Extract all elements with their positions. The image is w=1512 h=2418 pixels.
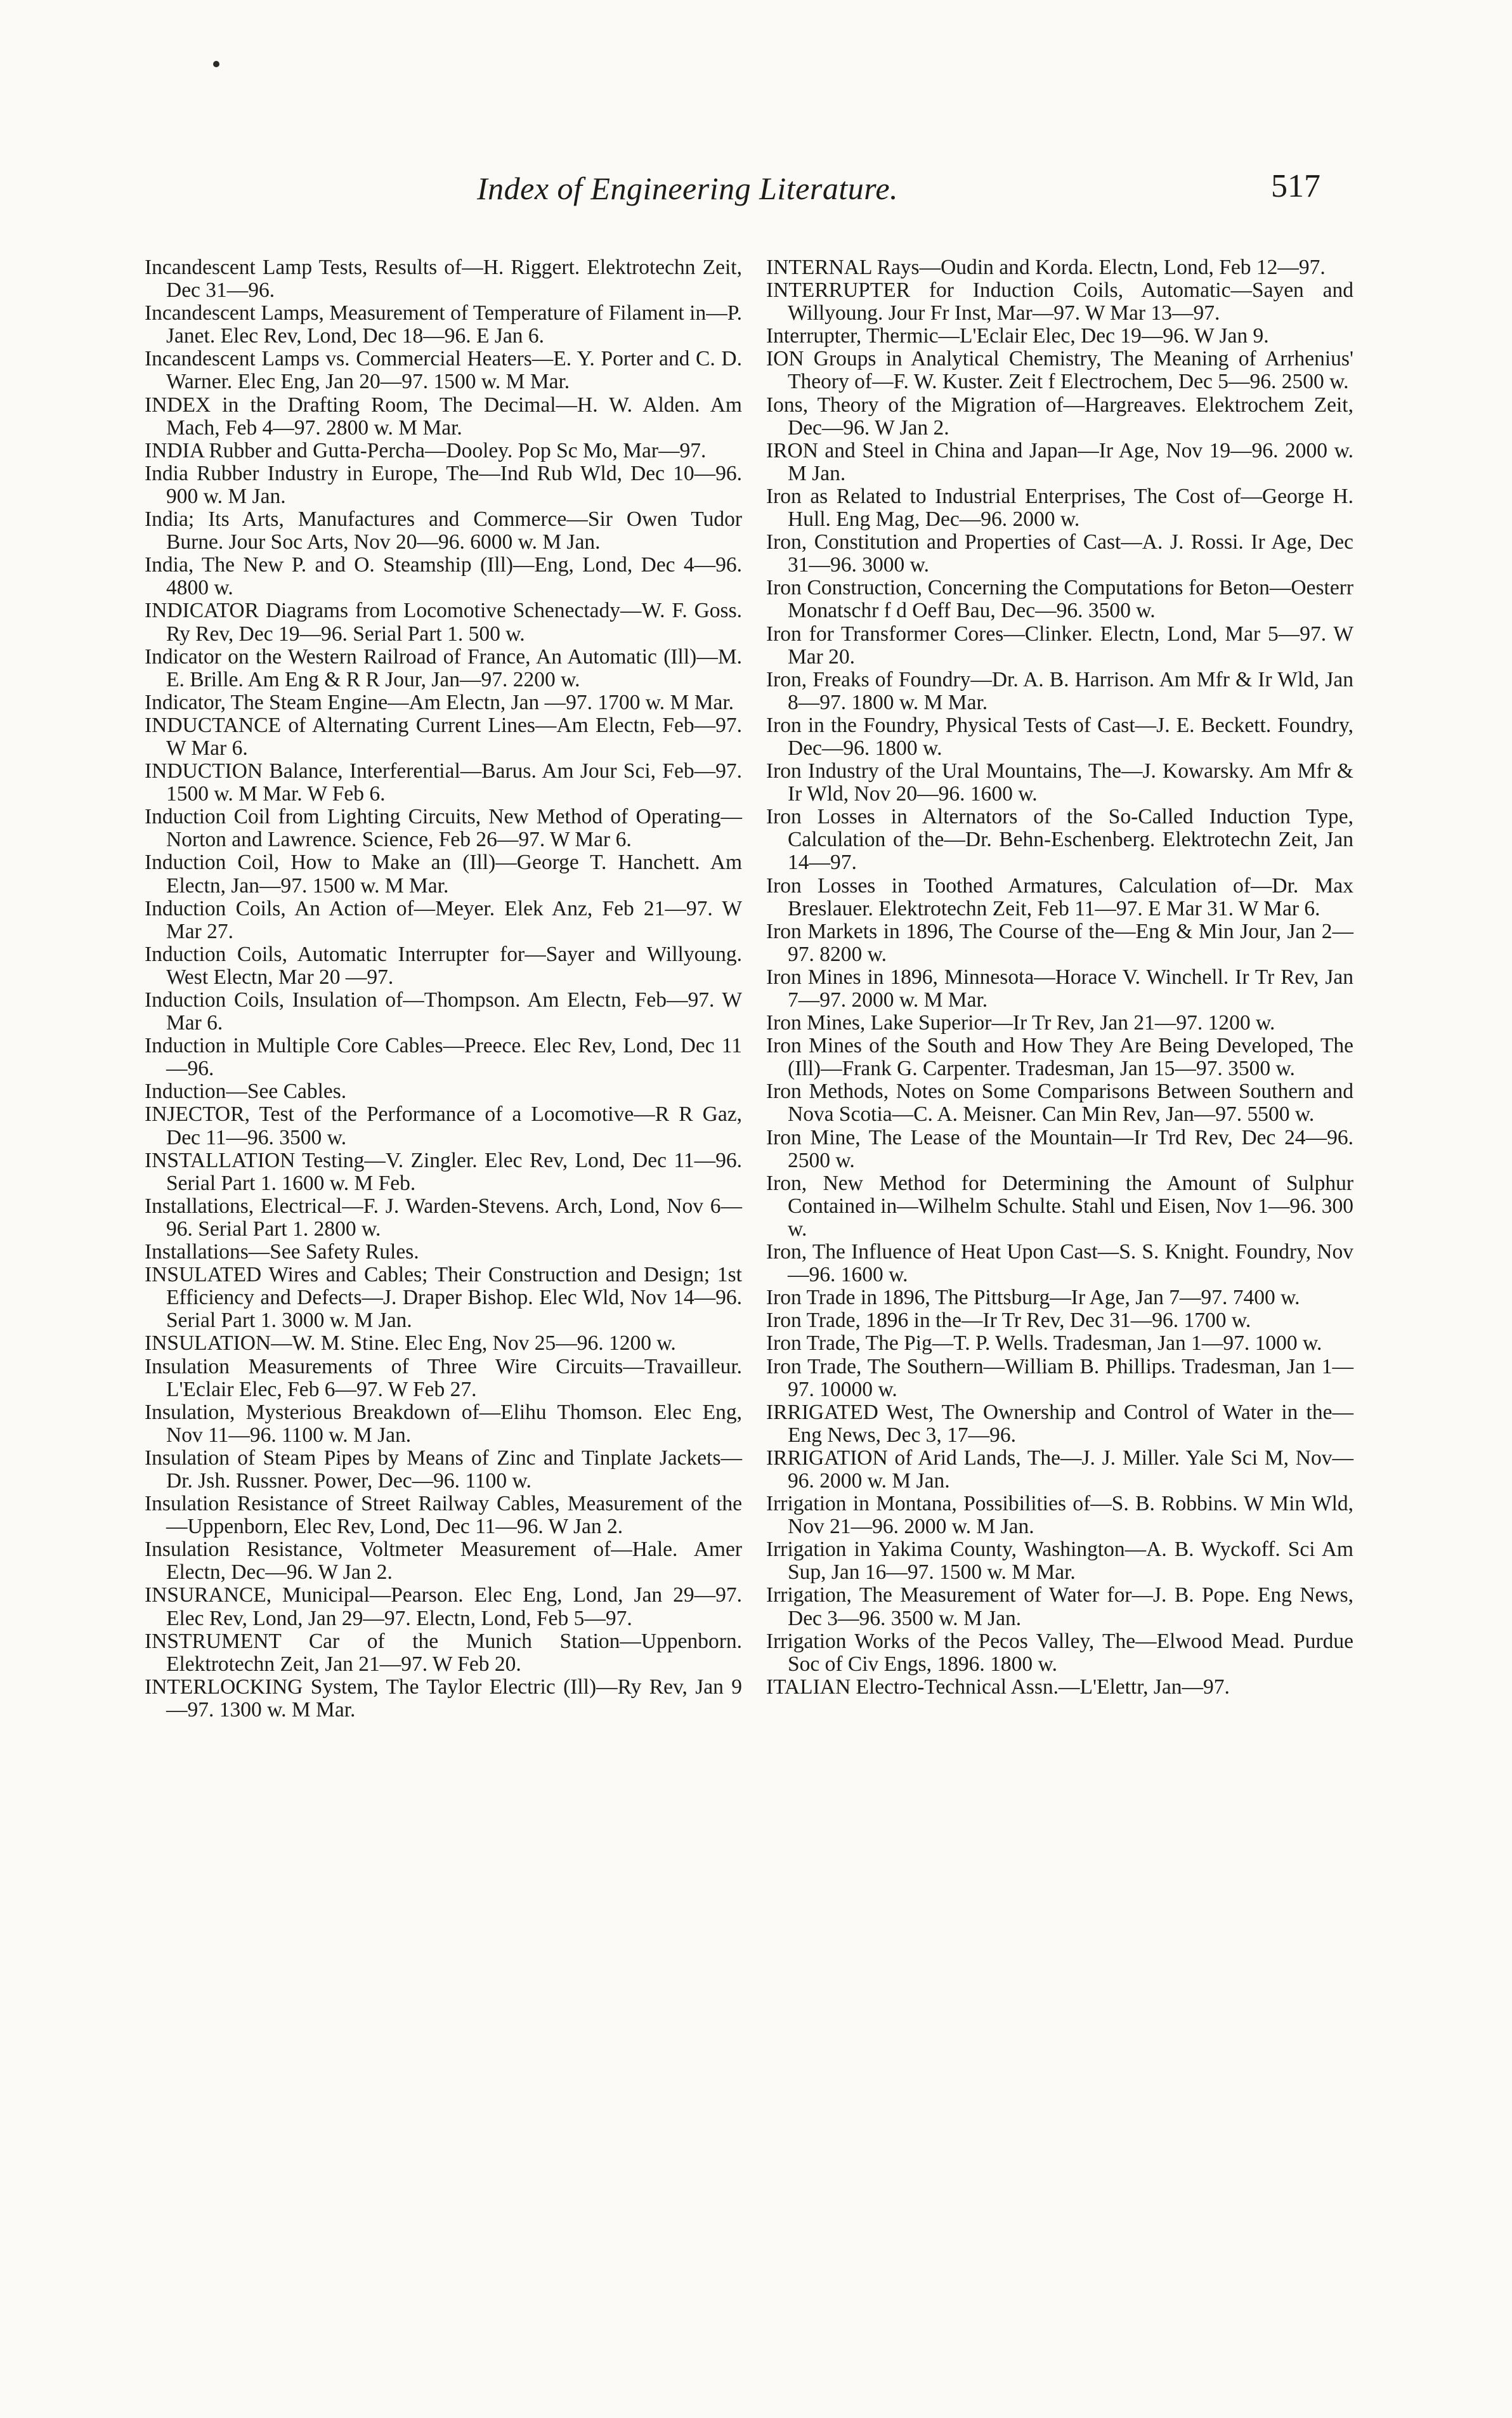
index-entry: INDEX in the Drafting Room, The Decimal—H. W. Alden. Am Mach, Feb 4—97. 2800 w. M Mar.: [145, 393, 742, 440]
index-entry: Indicator on the Western Railroad of France, An Automatic (Ill)—M. E. Brille. Am Eng & R R Jour, Jan—97. 2200 w.: [145, 644, 742, 691]
index-entry: Iron Losses in Alternators of the So-Called Induction Type, Calculation of the—Dr. Behn-Eschenberg. Elektrotechn Zeit, Jan 14—97.: [766, 805, 1353, 875]
index-entry: IRRIGATION of Arid Lands, The—J. J. Miller. Yale Sci M, Nov—96. 2000 w. M Jan.: [766, 1446, 1353, 1493]
index-entry: India; Its Arts, Manufactures and Commerce—Sir Owen Tudor Burne. Jour Soc Arts, Nov 20—96. 6000 w. M Jan.: [145, 507, 742, 554]
running-title: Index of Engineering Literature.: [477, 171, 899, 206]
index-entry: Interrupter, Thermic—L'Eclair Elec, Dec 19—96. W Jan 9.: [766, 324, 1269, 348]
index-entry: Induction Coil, How to Make an (Ill)—George T. Hanchett. Am Electn, Jan—97. 1500 w. M Mar.: [145, 851, 742, 898]
index-entry: Irrigation Works of the Pecos Valley, The—Elwood Mead. Purdue Soc of Civ Engs, 1896. 1800 w.: [766, 1629, 1353, 1676]
index-entry: INDUCTION Balance, Interferential—Barus. Am Jour Sci, Feb—97. 1500 w. M Mar. W Feb 6.: [145, 759, 742, 806]
index-entry: Insulation Resistance, Voltmeter Measurement of—Hale. Amer Electn, Dec—96. W Jan 2.: [145, 1538, 742, 1585]
index-entry: INSULATED Wires and Cables; Their Construction and Design; 1st Efficiency and Defects—J. Draper Bishop. Elec Wld, Nov 14—96. Serial Part 1. 3000 w. M Jan.: [145, 1263, 742, 1333]
index-entry: Indicator, The Steam Engine—Am Electn, Jan —97. 1700 w. M Mar.: [145, 690, 734, 714]
index-entry: INSTALLATION Testing—V. Zingler. Elec Rev, Lond, Dec 11—96. Serial Part 1. 1600 w. M Feb.: [145, 1148, 742, 1195]
ink-speck: [213, 61, 219, 67]
index-entry: INSURANCE, Municipal—Pearson. Elec Eng, Lond, Jan 29—97. Elec Rev, Lond, Jan 29—97. Electn, Lond, Feb 5—97.: [145, 1583, 742, 1630]
index-entry: Iron Trade in 1896, The Pittsburg—Ir Age, Jan 7—97. 7400 w.: [766, 1286, 1300, 1310]
page-number: 517: [1271, 168, 1320, 204]
left-column: [145, 256, 742, 1722]
index-entry: Iron Mines, Lake Superior—Ir Tr Rev, Jan 21—97. 1200 w.: [766, 1011, 1275, 1035]
index-entry: Irrigation, The Measurement of Water for—J. B. Pope. Eng News, Dec 3—96. 3500 w. M Jan.: [766, 1583, 1353, 1630]
index-entry: Iron, Freaks of Foundry—Dr. A. B. Harrison. Am Mfr & Ir Wld, Jan 8—97. 1800 w. M Mar.: [766, 667, 1353, 714]
index-entry: IRON and Steel in China and Japan—Ir Age, Nov 19—96. 2000 w. M Jan.: [766, 438, 1353, 485]
index-entry: IRRIGATED West, The Ownership and Control of Water in the—Eng News, Dec 3, 17—96.: [766, 1400, 1353, 1447]
index-entry: Insulation Measurements of Three Wire Circuits—Travailleur. L'Eclair Elec, Feb 6—97. W Feb 27.: [145, 1354, 742, 1401]
index-entry: Iron, The Influence of Heat Upon Cast—S. S. Knight. Foundry, Nov—96. 1600 w.: [766, 1240, 1353, 1287]
index-entry: Induction—See Cables.: [145, 1080, 347, 1104]
index-entry: INSULATION—W. M. Stine. Elec Eng, Nov 25—96. 1200 w.: [145, 1331, 676, 1356]
index-entry: INTERRUPTER for Induction Coils, Automatic—Sayen and Willyoung. Jour Fr Inst, Mar—97. W Mar 13—97.: [766, 278, 1353, 325]
index-entry: India Rubber Industry in Europe, The—Ind Rub Wld, Dec 10—96. 900 w. M Jan.: [145, 461, 742, 508]
index-entry: Incandescent Lamps, Measurement of Temperature of Filament in—P. Janet. Elec Rev, Lond, Dec 18—96. E Jan 6.: [145, 301, 742, 348]
index-entry: Iron Mines of the South and How They Are Being Developed, The (Ill)—Frank G. Carpenter. Tradesman, Jan 15—97. 3500 w.: [766, 1034, 1353, 1081]
index-entry: ITALIAN Electro-Technical Assn.—L'Elettr, Jan—97.: [766, 1675, 1230, 1699]
index-entry: INDIA Rubber and Gutta-Percha—Dooley. Pop Sc Mo, Mar—97.: [145, 438, 707, 462]
index-entry: Iron Trade, The Southern—William B. Phillips. Tradesman, Jan 1—97. 10000 w.: [766, 1354, 1353, 1401]
index-entry: INJECTOR, Test of the Performance of a Locomotive—R R Gaz, Dec 11—96. 3500 w.: [145, 1102, 742, 1149]
index-entry: Insulation of Steam Pipes by Means of Zinc and Tinplate Jackets—Dr. Jsh. Russner. Power, Dec—96. 1100 w.: [145, 1446, 742, 1493]
index-entry: Installations—See Safety Rules.: [145, 1240, 419, 1264]
index-entry: Iron Construction, Concerning the Computations for Beton—Oesterr Monatschr f d Oeff Bau, Dec—96. 3500 w.: [766, 576, 1353, 623]
right-column: [766, 256, 1353, 1699]
index-entry: Iron Mines in 1896, Minnesota—Horace V. Winchell. Ir Tr Rev, Jan 7—97. 2000 w. M Mar.: [766, 965, 1353, 1012]
index-entry: India, The New P. and O. Steamship (Ill)—Eng, Lond, Dec 4—96. 4800 w.: [145, 553, 742, 600]
index-entry: Iron Mine, The Lease of the Mountain—Ir Trd Rev, Dec 24—96. 2500 w.: [766, 1125, 1353, 1172]
index-entry: Induction Coils, Insulation of—Thompson. Am Electn, Feb—97. W Mar 6.: [145, 988, 742, 1035]
index-entry: Incandescent Lamp Tests, Results of—H. Riggert. Elektrotechn Zeit, Dec 31—96.: [145, 256, 742, 303]
index-entry: Iron Industry of the Ural Mountains, The—J. Kowarsky. Am Mfr & Ir Wld, Nov 20—96. 1600 w.: [766, 759, 1353, 806]
index-entry: Iron Markets in 1896, The Course of the—Eng & Min Jour, Jan 2—97. 8200 w.: [766, 919, 1353, 966]
index-entry: INDICATOR Diagrams from Locomotive Schenectady—W. F. Goss. Ry Rev, Dec 19—96. Serial Part 1. 500 w.: [145, 599, 742, 646]
index-entry: Iron for Transformer Cores—Clinker. Electn, Lond, Mar 5—97. W Mar 20.: [766, 622, 1353, 669]
index-entry: INSTRUMENT Car of the Munich Station—Uppenborn. Elektrotechn Zeit, Jan 21—97. W Feb 20.: [145, 1629, 742, 1676]
index-entry: INTERNAL Rays—Oudin and Korda. Electn, Lond, Feb 12—97.: [766, 256, 1326, 279]
index-entry: Induction in Multiple Core Cables—Preece. Elec Rev, Lond, Dec 11—96.: [145, 1034, 742, 1081]
index-entry: INTERLOCKING System, The Taylor Electric (Ill)—Ry Rev, Jan 9—97. 1300 w. M Mar.: [145, 1675, 742, 1722]
index-entry: INDUCTANCE of Alternating Current Lines—Am Electn, Feb—97. W Mar 6.: [145, 713, 742, 760]
index-entry: Incandescent Lamps vs. Commercial Heaters—E. Y. Porter and C. D. Warner. Elec Eng, Jan 20—97. 1500 w. M Mar.: [145, 347, 742, 394]
index-entry: Iron, New Method for Determining the Amount of Sulphur Contained in—Wilhelm Schulte. Stahl und Eisen, Nov 1—96. 300 w.: [766, 1171, 1353, 1241]
index-entry: Insulation, Mysterious Breakdown of—Elihu Thomson. Elec Eng, Nov 11—96. 1100 w. M Jan.: [145, 1400, 742, 1447]
index-entry: Iron Trade, 1896 in the—Ir Tr Rev, Dec 31—96. 1700 w.: [766, 1309, 1251, 1333]
index-entry: Iron Methods, Notes on Some Comparisons Between Southern and Nova Scotia—C. A. Meisner. Can Min Rev, Jan—97. 5500 w.: [766, 1080, 1353, 1127]
index-entry: Induction Coils, Automatic Interrupter for—Sayer and Willyoung. West Electn, Mar 20 —97.: [145, 942, 742, 989]
index-entry: Induction Coils, An Action of—Meyer. Elek Anz, Feb 21—97. W Mar 27.: [145, 896, 742, 943]
index-entry: Induction Coil from Lighting Circuits, New Method of Operating—Norton and Lawrence. Science, Feb 26—97. W Mar 6.: [145, 805, 742, 852]
index-entry: Iron Losses in Toothed Armatures, Calculation of—Dr. Max Breslauer. Elektrotechn Zeit, Feb 11—97. E Mar 31. W Mar 6.: [766, 873, 1353, 920]
index-entry: Iron as Related to Industrial Enterprises, The Cost of—George H. Hull. Eng Mag, Dec—96. 2000 w.: [766, 484, 1353, 532]
index-entry: Irrigation in Yakima County, Washington—A. B. Wyckoff. Sci Am Sup, Jan 16—97. 1500 w. M Mar.: [766, 1538, 1353, 1585]
index-entry: Iron, Constitution and Properties of Cast—A. J. Rossi. Ir Age, Dec 31—96. 3000 w.: [766, 530, 1353, 577]
index-entry: Insulation Resistance of Street Railway Cables, Measurement of the—Uppenborn, Elec Rev, Lond, Dec 11—96. W Jan 2.: [145, 1492, 742, 1539]
index-entry: Iron Trade, The Pig—T. P. Wells. Tradesman, Jan 1—97. 1000 w.: [766, 1331, 1322, 1356]
index-entry: ION Groups in Analytical Chemistry, The Meaning of Arrhenius' Theory of—F. W. Kuster. Zeit f Electrochem, Dec 5—96. 2500 w.: [766, 347, 1353, 394]
index-entry: Iron in the Foundry, Physical Tests of Cast—J. E. Beckett. Foundry, Dec—96. 1800 w.: [766, 713, 1353, 760]
index-entry: Installations, Electrical—F. J. Warden-Stevens. Arch, Lond, Nov 6—96. Serial Part 1. 2800 w.: [145, 1194, 742, 1241]
index-entry: Irrigation in Montana, Possibilities of—S. B. Robbins. W Min Wld, Nov 21—96. 2000 w. M Jan.: [766, 1492, 1353, 1539]
index-entry: Ions, Theory of the Migration of—Hargreaves. Elektrochem Zeit, Dec—96. W Jan 2.: [766, 393, 1353, 440]
